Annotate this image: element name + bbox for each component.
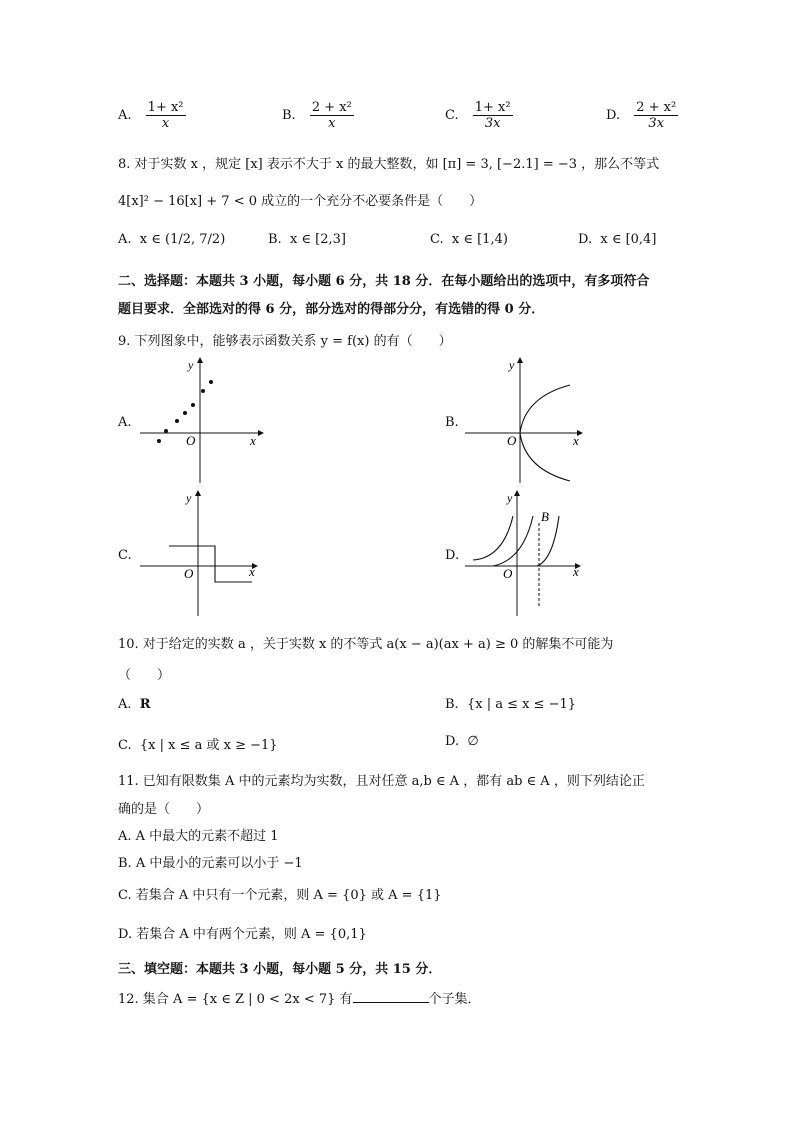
q8-option-d: D. x ∈ [0,4]	[578, 232, 657, 247]
graph-a-point	[201, 389, 205, 393]
q11-option-d: D. 若集合 A 中有两个元素，则 A = {0,1}	[118, 927, 367, 942]
graph-a	[140, 355, 270, 485]
graph-a-x-label: x	[250, 433, 256, 448]
q9-stem: 9. 下列图象中，能够表示函数关系 y = f(x) 的有（ ）	[118, 334, 452, 349]
graph-b-origin: O	[507, 433, 517, 448]
graph-d-point-b: B	[541, 509, 549, 524]
graph-b-y-label: y	[509, 358, 515, 372]
q11-stem-line2: 确的是（ ）	[118, 802, 210, 817]
graph-c-origin: O	[184, 566, 194, 581]
q7-option-a: A. $\frac{\text{1+ x²}}{x}$	[118, 100, 184, 131]
graph-a-y-arrow	[197, 357, 203, 363]
graph-a-point	[164, 429, 168, 433]
q8-option-c: C. x ∈ [1,4)	[430, 232, 508, 247]
q9-label-d: D.	[445, 548, 460, 563]
q8-option-a: A. x ∈ (1/2, 7/2)	[118, 232, 226, 247]
q11-option-a: A. A 中最大的元素不超过 1	[118, 829, 279, 844]
q7-option-d: D. $\frac{\text{2 + x²}}{3x}$	[606, 100, 677, 131]
q8-stem-line1: 8. 对于实数 x ，规定 [x] 表示不大于 x 的最大整数，如 [π] = 3, [−2.1] = −3 ，那么不等式	[118, 157, 660, 172]
q11-option-c: C. 若集合 A 中只有一个元素，则 A = {0} 或 A = {1}	[118, 888, 442, 903]
q11-option-b: B. A 中最小的元素可以小于 −1	[118, 856, 303, 871]
q10-option-d: D. ∅	[445, 734, 479, 749]
q8-stem-line2: 4[x]² − 16[x] + 7 < 0 成立的一个充分不必要条件是（ ）	[118, 194, 483, 209]
q8-option-b: B. x ∈ [2,3]	[268, 232, 346, 247]
q12: 12. 集合 A = {x ∈ Z | 0 < 2x < 7} 有 个子集．	[118, 992, 481, 1007]
section2-line2: 题目要求．全部选对的得 6 分，部分选对的得部分分，有选错的得 0 分．	[118, 302, 545, 317]
q7-option-c: C. $\frac{\text{1+ x²}}{3x}$	[445, 100, 511, 131]
graph-d-x-label: x	[573, 564, 579, 579]
graph-a-origin: O	[186, 433, 196, 448]
q9-label-c: C.	[118, 548, 132, 563]
graph-d-branch-middle	[493, 516, 533, 566]
q11-stem-line1: 11. 已知有限数集 A 中的元素均为实数，且对任意 a,b ∈ A ，都有 ab ∈ A ，则下列结论正	[118, 774, 645, 789]
q12-answer-blank[interactable]	[353, 990, 429, 1003]
graph-c-y-arrow	[195, 490, 201, 496]
q7-option-b: B. $\frac{\text{2 + x²}}{x}$	[282, 100, 352, 131]
graph-a-y-label: y	[188, 358, 194, 372]
graph-a-point	[209, 380, 213, 384]
graph-d	[465, 488, 590, 618]
graph-d-y-arrow	[514, 490, 520, 496]
graph-d-branch-left	[473, 516, 513, 560]
q9-label-a: A.	[118, 415, 132, 430]
graph-b-y-arrow	[517, 357, 523, 363]
graph-a-point	[157, 439, 161, 443]
q9-label-b: B.	[445, 415, 459, 430]
graph-b	[465, 355, 590, 485]
q10-option-a: A. R	[118, 697, 151, 712]
q10-stem-line2: （ ）	[118, 668, 171, 683]
graph-c	[140, 488, 270, 618]
graph-c-y-label: y	[186, 491, 192, 505]
graph-a-point	[191, 403, 195, 407]
section2-line1: 二、选择题：本题共 3 小题，每小题 6 分，共 18 分．在每小题给出的选项中，有多项符合	[118, 274, 650, 289]
graph-d-y-label: y	[507, 491, 513, 505]
graph-a-point	[175, 419, 179, 423]
graph-c-x-label: x	[249, 564, 255, 579]
graph-b-x-label: x	[573, 433, 579, 448]
graph-a-x-arrow	[258, 430, 264, 436]
q10-option-b: B. {x | a ≤ x ≤ −1}	[445, 697, 577, 712]
q10-option-c: C. {x | x ≤ a 或 x ≥ −1}	[118, 738, 278, 753]
section3-header: 三、填空题：本题共 3 小题，每小题 5 分，共 15 分．	[118, 962, 442, 977]
graph-d-origin: O	[503, 566, 513, 581]
graph-c-step	[169, 546, 252, 582]
graph-a-point	[183, 411, 187, 415]
q10-stem-line1: 10. 对于给定的实数 a ，关于实数 x 的不等式 a(x − a)(ax + a) ≥ 0 的解集不可能为	[118, 637, 614, 652]
